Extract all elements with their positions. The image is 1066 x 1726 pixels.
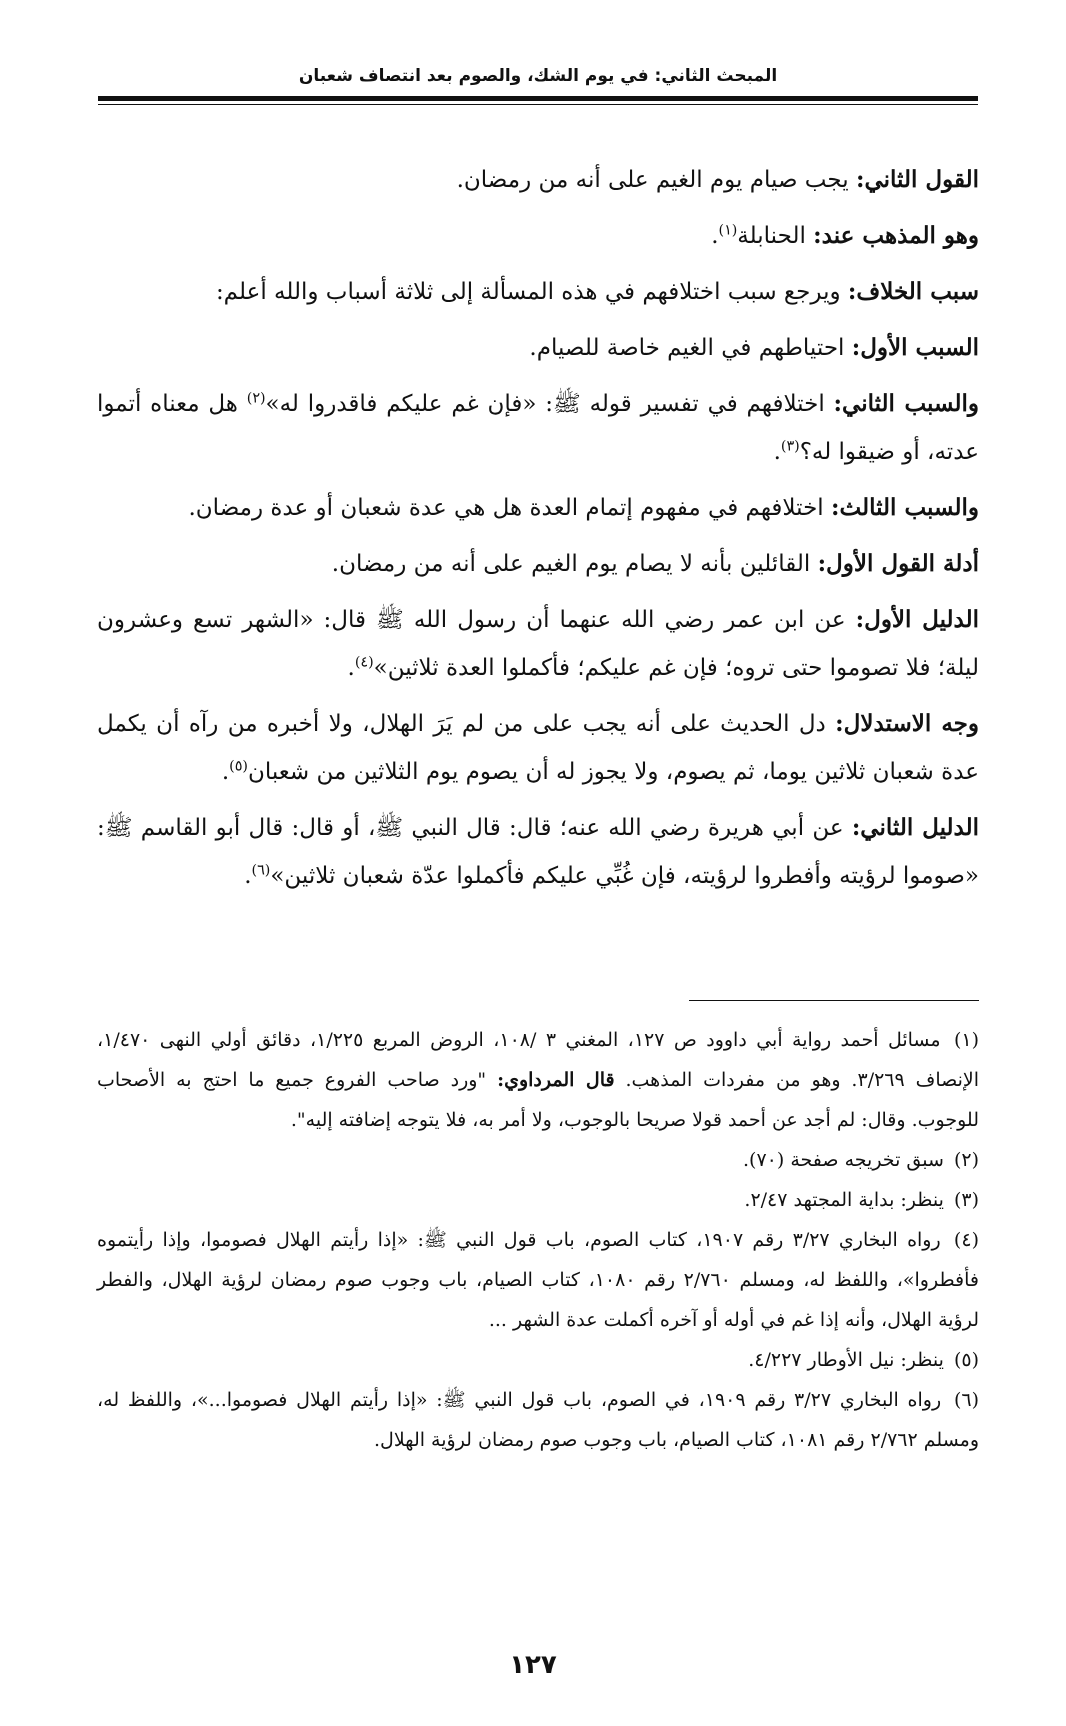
footnote-ref: (٦) xyxy=(251,862,271,879)
paragraph-label: الدليل الثاني: xyxy=(851,814,979,841)
footnote-ref: (٥) xyxy=(229,758,248,775)
footnote-number: (٤) xyxy=(953,1229,979,1251)
footnote-4 xyxy=(97,1220,979,1340)
paragraph-text: دل الحديث على أنه يجب على من لم يَرَ الهلال، ولا أخبره من رآه أن يكمل عدة شعبان ثلاثين يوما، ثم يصوم، ولا يجوز له أن يصوم يوم الثلاثين من شعبان xyxy=(97,711,979,785)
paragraph-tail: . xyxy=(711,223,719,249)
footnote-1 xyxy=(97,1020,979,1140)
paragraph-text-continued: هل معناه أتموا عدته، أو ضيقوا له؟ xyxy=(97,391,979,465)
paragraph-label: السبب الأول: xyxy=(851,334,979,361)
paragraph-first-reason xyxy=(97,324,979,372)
footnote-ref: (٤) xyxy=(354,654,374,671)
paragraph-label: والسبب الثاني: xyxy=(833,390,979,417)
paragraph-text: يجب صيام يوم الغيم على أنه من رمضان. xyxy=(456,167,856,193)
footnote-number: (٣) xyxy=(953,1189,979,1211)
paragraph-second-opinion xyxy=(97,156,979,204)
paragraph-evidence-heading xyxy=(97,540,979,588)
footnote-text: رواه البخاري ٣/٢٧ رقم ١٩٠٧، كتاب الصوم، باب قول النبي ﷺ: «إذا رأيتم الهلال فصوموا، وإذا رأيتموه فأفطروا»، واللفظ له، ومسلم ٢/٧٦٠ رقم ١٠٨٠، كتاب الصيام، باب وجوب صوم رمضان لرؤية الهلال، والفطر لرؤية الهلال، وأنه إذا غم في أوله أو آخره أكملت عدة الشهر ... xyxy=(97,1229,979,1331)
paragraph-text: عن أبي هريرة رضي الله عنه؛ قال: قال النبي ﷺ، أو قال: قال أبو القاسم ﷺ: «صوموا لرؤيته وأفطروا لرؤيته، فإن غُبِّي عليكم فأكملوا عدّة شعبان ثلاثين» xyxy=(97,815,979,889)
footnote-number: (٥) xyxy=(953,1349,979,1371)
header-rule-thick xyxy=(98,96,978,101)
paragraph-tail: . xyxy=(773,439,781,465)
footnote-ref: (١) xyxy=(718,222,738,239)
paragraph-text: اختلافهم في مفهوم إتمام العدة هل هي عدة شعبان أو عدة رمضان. xyxy=(188,495,832,521)
paragraph-text: الحنابلة xyxy=(737,223,814,249)
paragraph-second-reason xyxy=(97,380,979,476)
paragraph-label: سبب الخلاف: xyxy=(847,278,979,305)
paragraph-label: وجه الاستدلال: xyxy=(835,710,979,737)
paragraph-tail: . xyxy=(347,655,355,681)
paragraph-label: أدلة القول الأول: xyxy=(817,550,979,577)
header-rule-thin xyxy=(98,104,978,105)
paragraph-label: والسبب الثالث: xyxy=(831,494,979,521)
footnote-text: ينظر: بداية المجتهد ٢/٤٧. xyxy=(744,1189,950,1211)
paragraph-second-evidence xyxy=(97,804,979,900)
paragraph-first-evidence xyxy=(97,596,979,692)
paragraph-text: القائلين بأنه لا يصام يوم الغيم على أنه من رمضان. xyxy=(331,551,818,577)
paragraph-tail: . xyxy=(221,759,230,785)
paragraph-text: عن ابن عمر رضي الله عنهما أن رسول الله ﷺ قال: «الشهر تسع وعشرون ليلة؛ فلا تصوموا حتى تروه؛ فإن غم عليكم؛ فأكملوا العدة ثلاثين» xyxy=(97,607,979,681)
paragraph-text: احتياطهم في الغيم خاصة للصيام. xyxy=(529,335,852,361)
paragraph-label: الدليل الأول: xyxy=(855,606,979,633)
footnote-ref: (٢) xyxy=(246,390,266,407)
footnote-number: (٢) xyxy=(953,1149,979,1171)
paragraph-cause-of-dispute xyxy=(97,268,979,316)
footnote-separator xyxy=(689,1000,979,1001)
paragraph-text: اختلافهم في تفسير قوله ﷺ: «فإن غم عليكم فاقدروا له» xyxy=(265,391,834,417)
paragraph-madhhab xyxy=(97,212,979,260)
footnote-number: (١) xyxy=(953,1029,980,1051)
footnote-2 xyxy=(97,1140,979,1180)
paragraph-tail: . xyxy=(244,863,252,889)
paragraph-label: وهو المذهب عند: xyxy=(813,222,979,249)
body-text xyxy=(97,156,979,900)
paragraph-text: ويرجع سبب اختلافهم في هذه المسألة إلى ثلاثة أسباب والله أعلم: xyxy=(215,279,848,305)
running-header: المبحث الثاني: في يوم الشك، والصوم بعد انتصاف شعبان xyxy=(298,66,778,86)
footnote-text: سبق تخريجه صفحة (٧٠). xyxy=(743,1149,950,1171)
footnotes xyxy=(97,1020,979,1460)
footnote-5 xyxy=(97,1340,979,1380)
paragraph-third-reason xyxy=(97,484,979,532)
footnote-3 xyxy=(97,1180,979,1220)
footnote-label: قال المرداوي: xyxy=(497,1069,615,1091)
footnote-text: ينظر: نيل الأوطار ٤/٢٢٧. xyxy=(748,1349,950,1371)
footnote-text-continued: "ورد صاحب الفروع جميع ما احتج به الأصحاب للوجوب. وقال: لم أجد عن أحمد قولا صريحا بالوجوب، ولا أمر به، فلا يتوجه إضافته إليه". xyxy=(97,1069,979,1131)
footnote-ref: (٣) xyxy=(780,438,800,455)
footnote-text: مسائل أحمد رواية أبي داوود ص ١٢٧، المغني ٣ /١٠٨، الروض المربع ١/٢٢٥، دقائق أولي النهى ١/٤٧٠، الإنصاف ٣/٢٦٩. وهو من مفردات المذهب. xyxy=(97,1029,979,1091)
footnote-6 xyxy=(97,1380,979,1460)
page-number: ١٢٧ xyxy=(509,1650,557,1680)
paragraph-label: القول الثاني: xyxy=(855,166,979,193)
footnote-text: رواه البخاري ٣/٢٧ رقم ١٩٠٩، في الصوم، باب قول النبي ﷺ: «إذا رأيتم الهلال فصوموا...»، واللفظ له، ومسلم ٢/٧٦٢ رقم ١٠٨١، كتاب الصيام، باب وجوب صوم رمضان لرؤية الهلال. xyxy=(97,1389,979,1451)
footnote-number: (٦) xyxy=(953,1389,979,1411)
paragraph-inference xyxy=(97,700,979,796)
